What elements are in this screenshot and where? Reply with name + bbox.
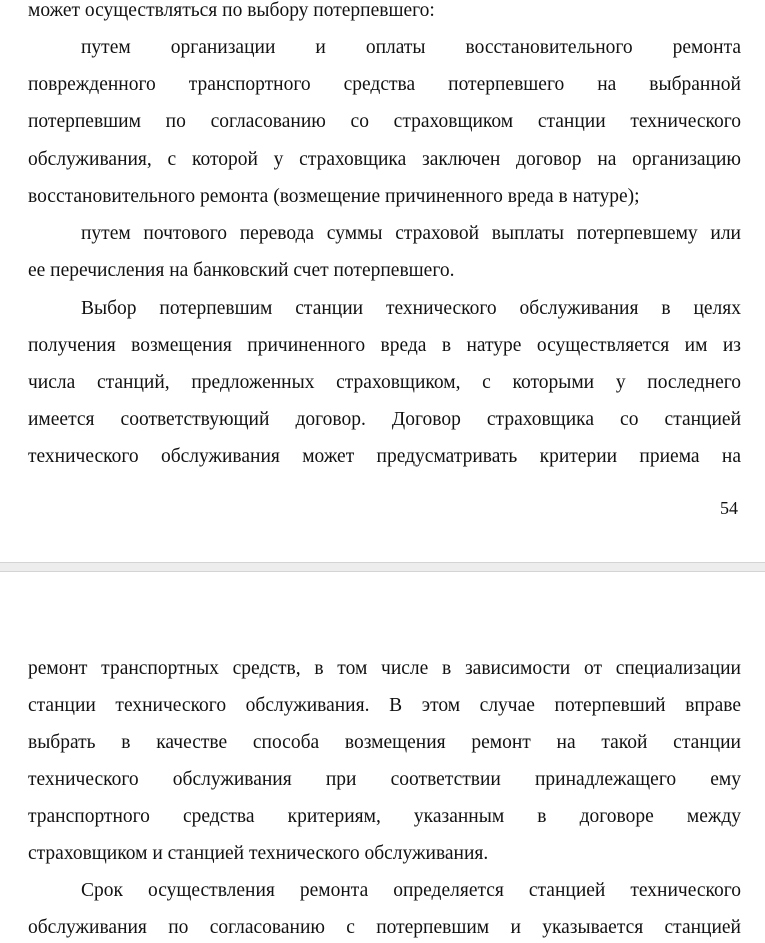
text-line: Срок осуществления ремонта определяется станцией технического [81, 880, 741, 901]
text-line: путем почтового перевода суммы страховой выплаты потерпевшему или [81, 223, 741, 244]
text-line: получения возмещения причиненного вреда в натуре осуществляется им из [28, 335, 741, 356]
text-line: путем организации и оплаты восстановительного ремонта [81, 37, 741, 58]
text-line: обслуживания по согласованию с потерпевшим и указывается станцией [28, 917, 741, 938]
text-line: восстановительного ремонта (возмещение причиненного вреда в натуре); [28, 186, 640, 207]
text-line: обслуживания, с которой у страховщика заключен договор на организацию [28, 149, 741, 170]
text-line: потерпевшим по согласованию со страховщиком станции технического [28, 111, 741, 132]
text-line: ремонт транспортных средств, в том числе в зависимости от специализации [28, 658, 741, 679]
text-line: имеется соответствующий договор. Договор страховщика со станцией [28, 409, 741, 430]
text-line: может осуществляться по выбору потерпевшего: [28, 0, 435, 21]
text-line: технического обслуживания может предусматривать критерии приема на [28, 446, 741, 467]
page-separator [0, 562, 765, 572]
document-page-bottom [0, 572, 765, 940]
text-line: технического обслуживания при соответствии принадлежащего ему [28, 769, 741, 790]
text-line: ее перечисления на банковский счет потерпевшего. [28, 260, 455, 281]
text-line: Выбор потерпевшим станции технического обслуживания в целях [81, 298, 741, 319]
text-line: выбрать в качестве способа возмещения ремонт на такой станции [28, 732, 741, 753]
text-line: транспортного средства критериям, указанным в договоре между [28, 806, 741, 827]
text-line: станции технического обслуживания. В этом случае потерпевший вправе [28, 695, 741, 716]
text-line: поврежденного транспортного средства потерпевшего на выбранной [28, 74, 741, 95]
page-number: 54 [720, 498, 738, 518]
text-line: числа станций, предложенных страховщиком, с которыми у последнего [28, 372, 741, 393]
text-line: страховщиком и станцией технического обслуживания. [28, 843, 489, 864]
